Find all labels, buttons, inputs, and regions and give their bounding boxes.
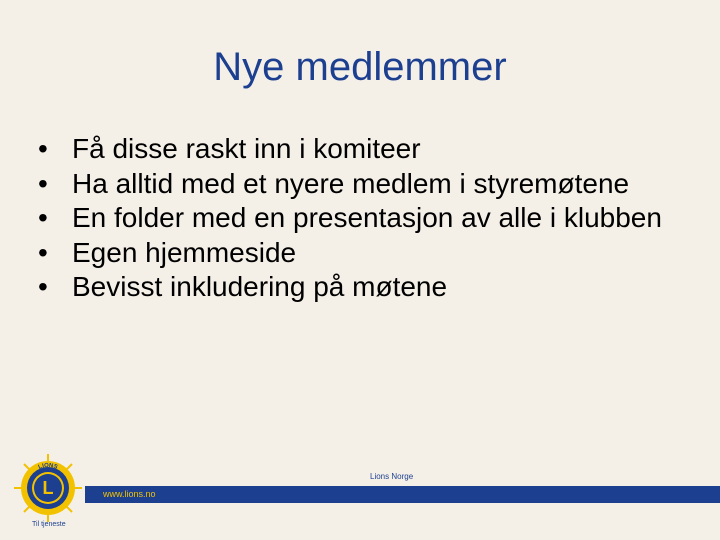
bullet-list (38, 132, 678, 305)
slide-title: Nye medlemmer (213, 45, 507, 89)
lions-logo-icon (12, 452, 84, 524)
bullet-text: Egen hjemmeside (72, 236, 297, 268)
svg-text:L: L (42, 478, 54, 498)
footer-url-link[interactable]: www.lions.no (103, 489, 156, 499)
bullet-dot: • (38, 236, 48, 268)
lions-logo-graphic (12, 452, 84, 524)
footer-motto: Til tjeneste (32, 521, 66, 528)
bullet-item (38, 236, 678, 271)
bullet-item (38, 270, 678, 305)
footer-org-name: Lions Norge (370, 472, 414, 481)
footer-bar (85, 486, 720, 503)
bullet-dot: • (38, 202, 48, 233)
bullet-text: En folder med en presentasjon av alle i klubben (72, 202, 662, 233)
bullet-dot: • (38, 133, 48, 164)
bullet-text: Bevisst inkludering på møtene (72, 271, 448, 302)
bullet-item (38, 201, 678, 236)
bullet-dot: • (38, 167, 48, 199)
bullet-item (38, 132, 678, 167)
bullet-text: Få disse raskt inn i komiteer (72, 133, 421, 164)
bullet-dot: • (38, 271, 48, 302)
svg-text:LIONS: LIONS (37, 462, 59, 471)
bullet-item (38, 167, 678, 202)
bullet-text: Ha alltid med et nyere medlem i styremøtene (72, 167, 630, 199)
